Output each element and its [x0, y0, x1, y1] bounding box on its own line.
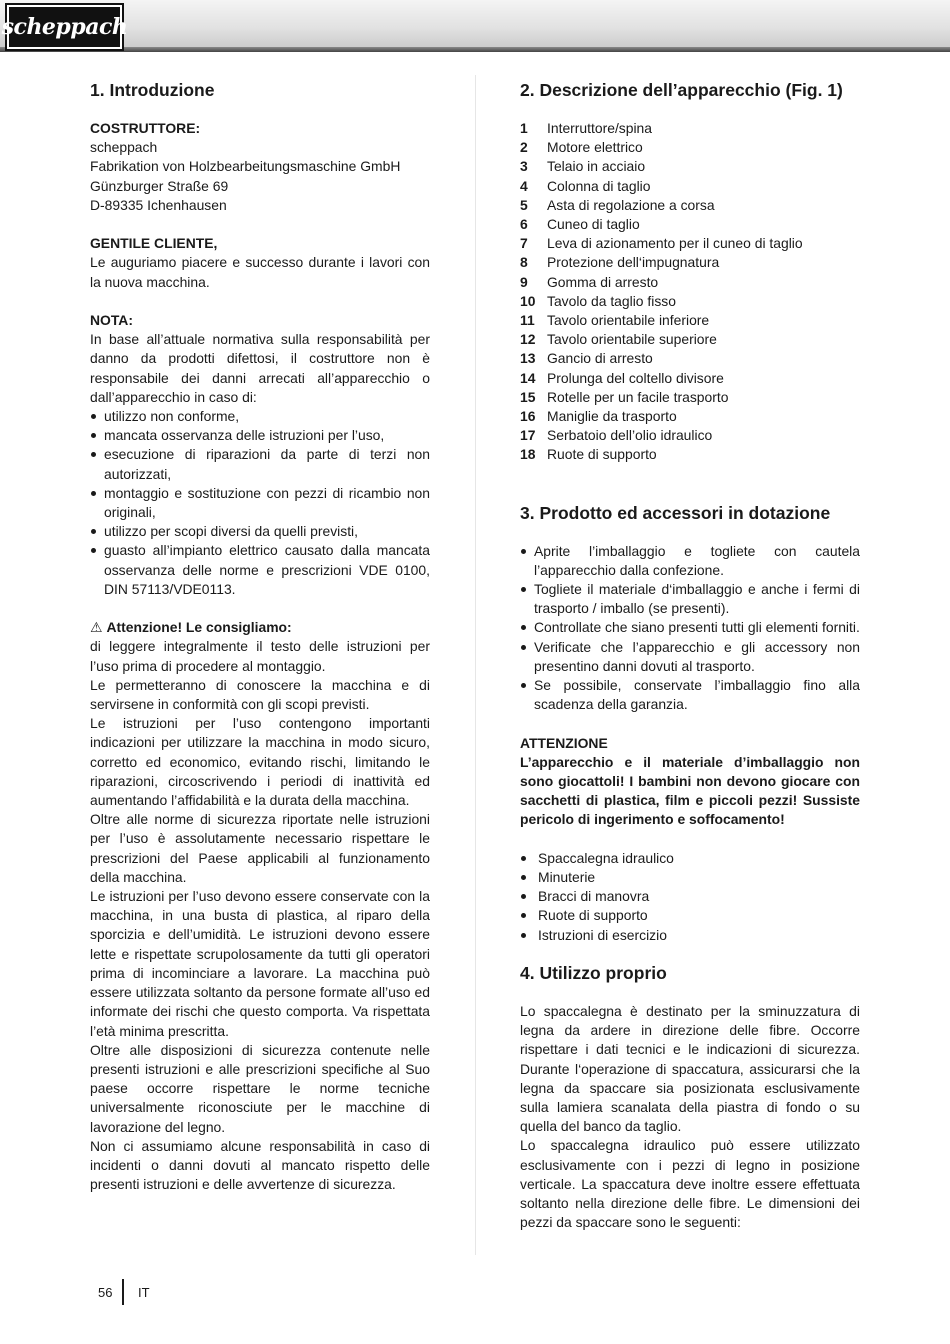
part-number: 17	[520, 427, 536, 444]
list-item: Verificate che l’apparecchio e gli accessory non presentino danni dovuti al trasporto.	[520, 638, 860, 676]
list-item: Aprite l’imballaggio e togliete con cautela l’apparecchio dalla confezione.	[520, 542, 860, 580]
attention-label: Attenzione! Le consigliamo:	[106, 619, 292, 636]
header-band	[0, 0, 950, 50]
section-4-title: 4. Utilizzo proprio	[520, 962, 667, 983]
brand-logo	[1, 3, 128, 51]
parts-list-item	[520, 177, 860, 196]
part-number: 12	[520, 331, 536, 348]
parts-list-item	[520, 369, 860, 388]
column-divider	[475, 75, 476, 1255]
parts-list-item	[520, 215, 860, 234]
parts-list-item	[520, 407, 860, 426]
list-item: Ruote di supporto	[520, 906, 860, 925]
part-label: Tavolo orientabile inferiore	[547, 312, 710, 329]
parts-list-item	[520, 253, 860, 272]
list-item: Togliete il materiale d‘imballaggio e anche i fermi di trasporto / imballo (se presenti).	[520, 580, 860, 618]
part-label: Leva di azionamento per il cuneo di taglio	[547, 235, 803, 252]
part-number: 16	[520, 408, 536, 425]
manufacturer-line: Fabrikation von Holzbearbeitungsmaschine GmbH	[90, 158, 401, 175]
part-number: 8	[520, 254, 528, 271]
part-label: Gancio di arresto	[547, 350, 653, 367]
header-rule	[0, 47, 950, 52]
attention-heading	[90, 618, 430, 637]
list-item: Istruzioni di esercizio	[520, 926, 860, 945]
parts-list-item	[520, 311, 860, 330]
attention-paragraph: Le istruzioni per l’uso devono essere conservate con la macchina, in una busta di plastica, al riparo della sporcizia e dell’umidità. Le istruzioni devono essere lette e rispettate scrupolosamente da tutti gli operatori prima di incominciare a lavorare. La macchina può essere utilizzata soltanto da persone formate all’uso ed informate dei rischi che questo comporta. Va rispettata l’età minima prescritta.	[90, 888, 430, 1039]
part-label: Colonna di taglio	[547, 177, 651, 194]
brand-logo-text: scheppach	[1, 14, 128, 40]
parts-list-item	[520, 292, 860, 311]
usage-paragraph: Lo spaccalegna è destinato per la sminuzzatura di legna da ardere in direzione delle fibre. Occorre rispettare i dati tecnici e le indicazioni di sicurezza. Durante l‘operazione di spaccatura, assicurarsi che la legna da spaccare sia posizionata esclusivamente sulla lamiera scanalata della piastra di fondo o su quella del banco da taglio.	[520, 1002, 860, 1135]
attention-paragraph: Le permetteranno di conoscere la macchina e di servirsene in conformità con gli scopi previsti.	[90, 676, 430, 713]
parts-list-item	[520, 119, 860, 138]
parts-list	[520, 119, 860, 465]
attention-paragraph: Oltre alle disposizioni di sicurezza contenute nelle presenti istruzioni e alle prescrizioni specifiche al Suo paese occorre rispettare le norme tecniche universalmente riconosciute per le macchine di lavorazione del legno.	[90, 1041, 430, 1135]
section-3-title: 3. Prodotto ed accessori in dotazione	[520, 502, 831, 523]
manufacturer-label: COSTRUTTORE:	[90, 120, 201, 136]
part-number: 18	[520, 446, 536, 463]
list-item: utilizzo per scopi diversi da quelli previsti,	[90, 522, 430, 541]
attention-paragraph: di leggere integralmente il testo delle istruzioni per l’uso prima di procedere al montaggio.	[90, 638, 430, 674]
parts-list-item	[520, 349, 860, 368]
part-label: Protezione dell‘impugnatura	[547, 254, 720, 271]
part-number: 6	[520, 216, 528, 233]
parts-list-item	[520, 426, 860, 445]
part-label: Telaio in acciaio	[547, 158, 646, 175]
part-label: Motore elettrico	[547, 139, 643, 156]
list-item: utilizzo non conforme,	[90, 407, 430, 426]
list-item: guasto all’impianto elettrico causato dalla mancata osservanza delle norme e prescrizioni VDE 0100, DIN 57113/VDE0113.	[90, 541, 430, 599]
note-bullet-list	[90, 407, 430, 599]
part-number: 10	[520, 292, 536, 309]
page-number: 56	[98, 1285, 113, 1300]
manufacturer-line: D-89335 Ichenhausen	[90, 196, 227, 213]
part-number: 11	[520, 312, 535, 329]
part-number: 9	[520, 273, 528, 290]
attention-paragraph: Oltre alle norme di sicurezza riportate nelle istruzioni per l’uso è assolutamente necessario rispettare le prescrizioni del Paese applicabili al funzionamento della macchina.	[90, 811, 430, 885]
manufacturer-line: Günzburger Straße 69	[90, 177, 229, 194]
customer-text: Le auguriamo piacere e successo durante i lavori con la nuova macchina.	[90, 254, 430, 290]
footer-divider	[122, 1279, 124, 1305]
list-item: montaggio e sostituzione con pezzi di ricambio non originali,	[90, 484, 430, 522]
attention-paragraph: Le istruzioni per l’uso contengono importanti indicazioni per utilizzare la macchina in modo sicuro, corretto ed economico, evitando rischi, limitando le riparazioni, circoscrivendo i periodi di inattività ed aumentando l’affidabilità e la durata della macchina.	[90, 715, 430, 809]
attention-paragraph: Non ci assumiamo alcune responsabilità in caso di incidenti o danni dovuti al mancato rispetto delle presenti istruzioni e delle avvertenze di sicurezza.	[90, 1137, 430, 1193]
parts-list-item	[520, 273, 860, 292]
language-code: IT	[138, 1285, 150, 1300]
part-number: 1	[520, 120, 528, 136]
supplied-items-list	[520, 849, 860, 945]
part-number: 7	[520, 235, 528, 252]
part-label: Tavolo da taglio fisso	[547, 292, 676, 309]
parts-list-item	[520, 138, 860, 157]
part-number: 4	[520, 177, 528, 194]
part-number: 14	[520, 369, 536, 386]
section-1-title: 1. Introduzione	[90, 80, 215, 100]
note-text: In base all’attuale normativa sulla responsabilità per danno da prodotti difettosi, il costruttore non è responsabile dei danni arrecati all’apparecchio o dall’apparecchio in caso di:	[90, 331, 430, 405]
part-label: Maniglie da trasporto	[547, 408, 677, 425]
part-number: 13	[520, 350, 536, 367]
warning-label: ATTENZIONE	[520, 734, 608, 751]
parts-list-item	[520, 445, 860, 464]
list-item: esecuzione di riparazioni da parte di terzi non autorizzati,	[90, 445, 430, 483]
part-number: 2	[520, 139, 528, 156]
manufacturer-line: scheppach	[90, 139, 158, 156]
left-column	[90, 78, 430, 1194]
warning-text: L’apparecchio e il materiale d’imballaggio non sono giocattoli! I bambini non devono giocare con sacchetti di plastica, film e piccoli pezzi! Sussiste pericolo di ingerimento e soffocamento!	[520, 753, 860, 828]
section-2-title: 2. Descrizione dell’apparecchio (Fig. 1)	[520, 80, 843, 100]
part-label: Interruttore/spina	[547, 120, 653, 136]
list-item: Controllate che siano presenti tutti gli elementi forniti.	[520, 618, 860, 637]
part-label: Gomma di arresto	[547, 273, 659, 290]
warning-triangle-icon: ⚠	[90, 619, 103, 636]
note-label: NOTA:	[90, 312, 133, 328]
part-number: 3	[520, 158, 528, 175]
usage-paragraph: Lo spaccalegna idraulico può essere utilizzato esclusivamente con i pezzi di legno in posizione verticale. La spaccatura deve inoltre essere effettuata soltanto nella direzione delle fibre. Le dimensioni dei pezzi da spaccare sono le seguenti:	[520, 1137, 860, 1231]
part-label: Cuneo di taglio	[547, 216, 640, 233]
part-number: 15	[520, 388, 536, 405]
unpacking-bullet-list	[520, 542, 860, 715]
part-label: Prolunga del coltello divisore	[547, 369, 724, 386]
part-label: Serbatoio dell’olio idraulico	[547, 427, 713, 444]
part-label: Ruote di supporto	[547, 446, 657, 463]
parts-list-item	[520, 196, 860, 215]
parts-list-item	[520, 234, 860, 253]
part-label: Rotelle per un facile trasporto	[547, 388, 729, 405]
right-column	[520, 78, 860, 1232]
list-item: Spaccalegna idraulico	[520, 849, 860, 868]
part-label: Tavolo orientabile superiore	[547, 331, 717, 348]
list-item: mancata osservanza delle istruzioni per l’uso,	[90, 426, 430, 445]
parts-list-item	[520, 330, 860, 349]
customer-label: GENTILE CLIENTE,	[90, 235, 218, 252]
list-item: Bracci di manovra	[520, 887, 860, 906]
part-label: Asta di regolazione a corsa	[547, 196, 715, 213]
part-number: 5	[520, 196, 528, 213]
list-item: Minuterie	[520, 868, 860, 887]
parts-list-item	[520, 388, 860, 407]
list-item: Se possibile, conservate l’imballaggio fino alla scadenza della garanzia.	[520, 676, 860, 714]
parts-list-item	[520, 157, 860, 176]
